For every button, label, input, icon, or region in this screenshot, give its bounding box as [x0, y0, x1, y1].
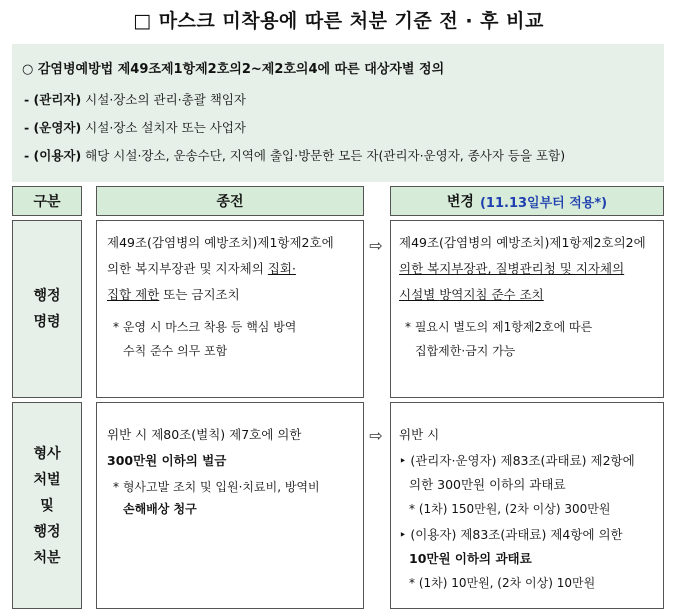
note-line: * (1차) 150만원, (2차 이상) 300만원 [409, 502, 611, 516]
text-run: 방역 [273, 320, 297, 334]
text-run: 에 의한 [261, 427, 302, 442]
text-run: 에 [622, 453, 635, 468]
text-line [409, 477, 566, 493]
text-run: ‣ (이용자) [399, 527, 461, 542]
definition-term: - (이용자) [24, 148, 82, 163]
text-run: 의한 [409, 477, 438, 492]
text-run: 에 [321, 235, 334, 250]
cell-before-admin-order [96, 220, 364, 398]
text-line [399, 287, 544, 303]
header-category: 구분 [12, 186, 82, 216]
text-line [399, 527, 623, 543]
text-run: 집회· [267, 261, 296, 276]
text-run: 방역지침 준수 조치 [439, 287, 544, 302]
header-after [390, 186, 664, 216]
text-line: 위반 시 [399, 427, 440, 442]
text-line [107, 261, 296, 277]
definition-item-manager [24, 90, 246, 108]
text-line: 10만원 이하의 과태료 [409, 551, 532, 566]
text-line: 의한 복지부장관, 질병관리청 및 지자체의 [399, 261, 625, 276]
text-line [399, 235, 646, 251]
note-line [113, 479, 320, 495]
header-after-sub: (11.13일부터 적용*) [479, 195, 608, 211]
text-run: 형사고발 조치 [122, 480, 197, 494]
row-label-line: 명령 [33, 314, 61, 330]
text-run: * 필요시 [405, 320, 454, 334]
text-line: 300만원 이하의 벌금 [107, 453, 227, 468]
text-run: 위반 시 [107, 427, 152, 442]
note-line [123, 343, 227, 359]
text-run: 및 입원·치료비, 방역비 [196, 480, 320, 494]
definition-item-operator [24, 118, 246, 136]
text-line [107, 235, 334, 251]
cell-after-penalty [390, 402, 664, 609]
text-run: 집합제한·금지 [415, 344, 489, 358]
text-run: 제83조(과태료) 제2항 [500, 453, 623, 468]
text-run: ‣ (관리자·운영자) [399, 453, 501, 468]
text-run: 또는 [159, 287, 192, 302]
row-label-line: 행정 [33, 288, 61, 304]
arrow-icon: ⇨ [369, 236, 383, 255]
text-run: 300만원 이하의 과태료 [437, 477, 566, 492]
text-run: 에 [633, 235, 646, 250]
row-label-line: 및 [40, 497, 54, 514]
cell-before-penalty [96, 402, 364, 609]
arrow-icon: ⇨ [369, 426, 383, 445]
text-run: 제80조(벌칙) 제7호 [151, 427, 262, 442]
text-run: 제49조(감염병의 예방조치)제1항제2호의2 [399, 235, 634, 250]
text-line [107, 427, 301, 443]
header-after-label: 변경 [446, 194, 474, 210]
cell-after-admin-order [390, 220, 664, 398]
text-line [107, 287, 240, 303]
row-label-line: 처분 [33, 549, 61, 566]
text-run: 제1항제2호에 따른 [488, 320, 593, 334]
header-before: 종전 [96, 186, 364, 216]
note-line: 손해배상 청구 [123, 502, 197, 516]
row-label-admin-order [12, 220, 82, 398]
text-run: 집합 제한 [107, 287, 160, 302]
row-label-line: 처벌 [33, 471, 61, 488]
text-run: 시설별 [399, 287, 440, 302]
definition-desc: 해당 시설·장소, 운송수단, 지역에 출입·방문한 모든 자(관리자·운영자, 종사자 등을 포함) [81, 148, 566, 163]
definition-term: - (운영자) [24, 120, 82, 135]
row-label-penalty [12, 402, 82, 609]
note-line: * (1차) 10만원, (2차 이상) 10만원 [409, 576, 596, 590]
definition-box [12, 44, 664, 182]
text-run: 의한 복지부장관 및 지자체의 [107, 261, 268, 276]
note-line [405, 319, 592, 335]
definition-heading: ○ 감염병예방법 제49조제1항제2호의2~제2호의4에 따른 대상자별 정의 [22, 62, 445, 77]
row-label-line: 형사 [33, 445, 61, 462]
definition-item-user [24, 146, 565, 164]
text-run: 포함 [200, 344, 228, 358]
text-run: 에 의한 [582, 527, 623, 542]
text-run: 제49조(감염병의 예방조치)제1항제2호 [107, 235, 322, 250]
row-label-line: 행정 [33, 523, 61, 540]
text-line [399, 453, 635, 469]
text-run: * [113, 480, 123, 494]
text-run: 수칙 준수 의무 [123, 344, 201, 358]
note-line [113, 319, 296, 335]
text-run: * 운영 시 마스크 착용 등 핵심 [113, 320, 274, 334]
text-run: 가능 [488, 344, 516, 358]
note-line [415, 343, 515, 359]
page-title: □ 마스크 미착용에 따른 처분 기준 전 · 후 비교 [133, 10, 544, 32]
definition-term: - (관리자) [24, 92, 82, 107]
text-run: 금지조치 [191, 287, 240, 302]
definition-desc: 시설·장소 설치자 또는 사업자 [81, 120, 246, 135]
text-run: 제83조(과태료) 제4항 [460, 527, 583, 542]
text-run: 별도의 [453, 320, 489, 334]
definition-desc: 시설·장소의 관리·총괄 책임자 [81, 92, 246, 107]
